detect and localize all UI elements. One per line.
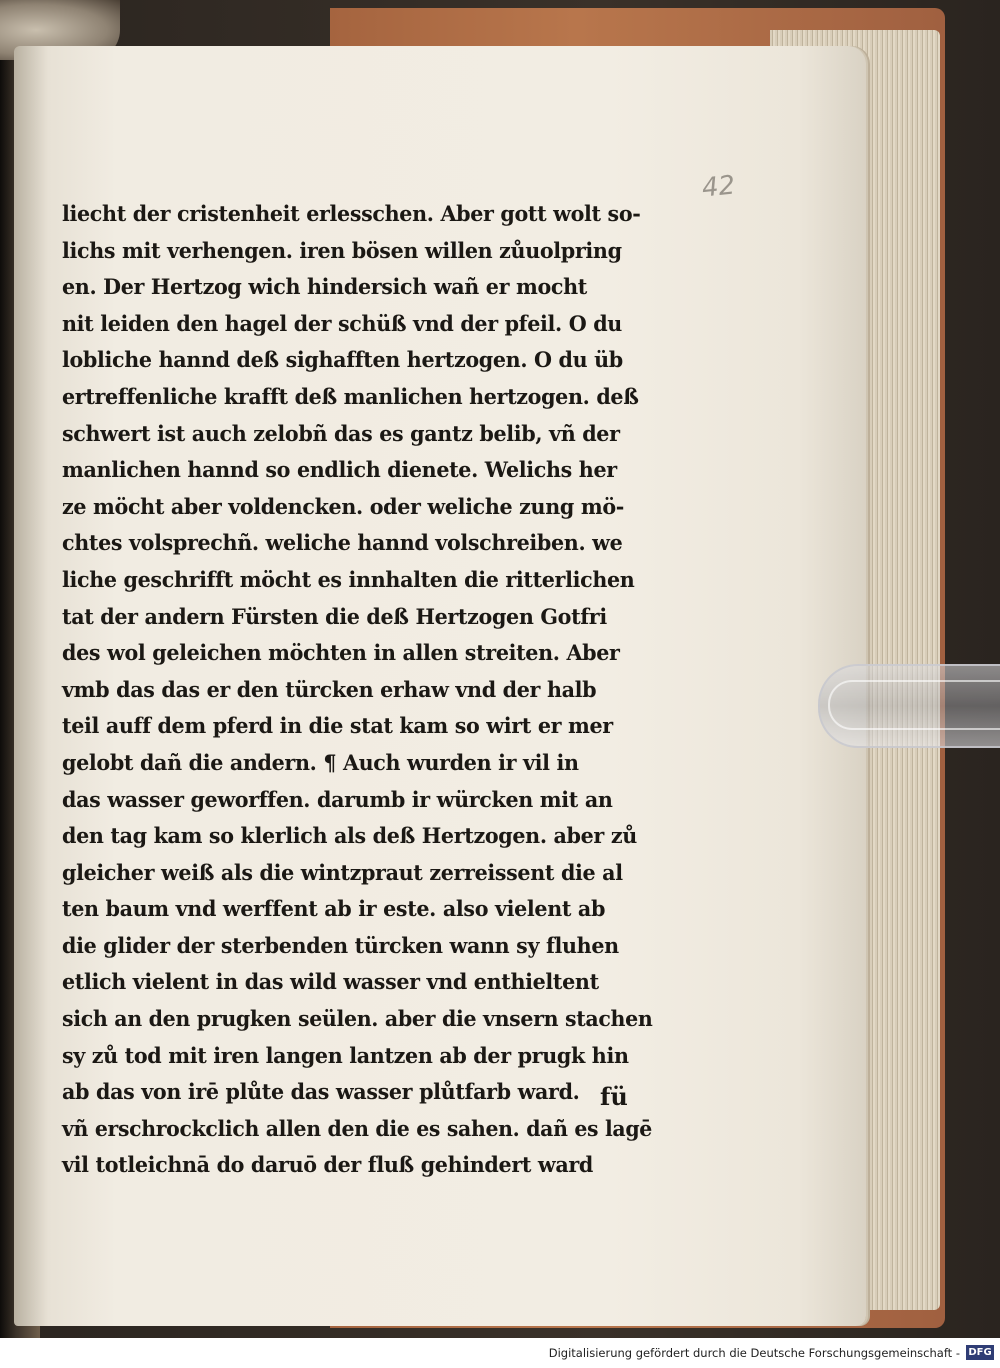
page-clip-inner <box>828 680 1000 730</box>
text-line: etlich vielent in das wild wasser vnd enthieltent <box>62 969 599 995</box>
text-line: vñ erschrockclich allen den die es sahen. dañ es lagē <box>62 1115 652 1141</box>
text-line: vil totleichnā do daruō der fluß gehindert ward <box>62 1152 593 1178</box>
text-line: des wol geleichen möchten in allen streiten. Aber <box>62 640 620 666</box>
text-line: ze möcht aber voldencken. oder weliche zung mö- <box>62 493 624 519</box>
text-line: en. Der Hertzog wich hindersich wañ er mocht <box>62 274 587 300</box>
text-line: chtes volsprechñ. weliche hannd volschreiben. we <box>62 530 623 556</box>
text-line: sich an den prugken seülen. aber die vnsern stachen <box>62 1006 653 1032</box>
text-line: vmb das das er den türcken erhaw vnd der halb <box>62 676 597 702</box>
catchword: fü <box>600 1082 628 1111</box>
dfg-logo: DFG <box>966 1345 994 1360</box>
text-line: ertreffenliche krafft deß manlichen hertzogen. deß <box>62 383 639 409</box>
folio-number: 42 <box>700 170 737 204</box>
text-line: den tag kam so klerlich als deß Hertzogen. aber zů <box>62 823 637 849</box>
funding-notice: Digitalisierung gefördert durch die Deutsche Forschungsgemeinschaft - <box>548 1346 960 1360</box>
text-line: das wasser geworffen. darumb ir würcken mit an <box>62 786 613 812</box>
text-line: ten baum vnd werffent ab ir este. also vielent ab <box>62 896 606 922</box>
text-line: lobliche hannd deß sighafften hertzogen. O du üb <box>62 347 623 373</box>
text-line: liecht der cristenheit erlesschen. Aber gott wolt so- <box>62 201 641 226</box>
text-line: schwert ist auch zelobñ das es gantz belib, vñ der <box>62 420 620 446</box>
text-line: tat der andern Fürsten die deß Hertzogen Gotfri <box>62 603 607 629</box>
footer-bar <box>0 1338 1000 1368</box>
text-line: die glider der sterbenden türcken wann sy fluhen <box>62 932 619 958</box>
text-line: liche geschrifft möcht es innhalten die ritterlichen <box>62 566 635 592</box>
text-line: gleicher weiß als die wintzpraut zerreissent die al <box>62 859 623 885</box>
text-line: gelobt dañ die andern. ¶ Auch wurden ir vil in <box>62 749 579 775</box>
text-line: lichs mit verhengen. iren bösen willen zůuolpring <box>62 237 622 263</box>
text-line: manlichen hannd so endlich dienete. Welichs her <box>62 457 617 483</box>
text-line: ab das von irē plůte das wasser plůtfarb ward. <box>62 1079 580 1105</box>
text-line: teil auff dem pferd in die stat kam so wirt er mer <box>62 713 613 739</box>
text-line: nit leiden den hagel der schüß vnd der pfeil. O du <box>62 310 622 336</box>
text-block <box>62 196 662 1184</box>
text-line: sy zů tod mit iren langen lantzen ab der prugk hin <box>62 1042 629 1068</box>
